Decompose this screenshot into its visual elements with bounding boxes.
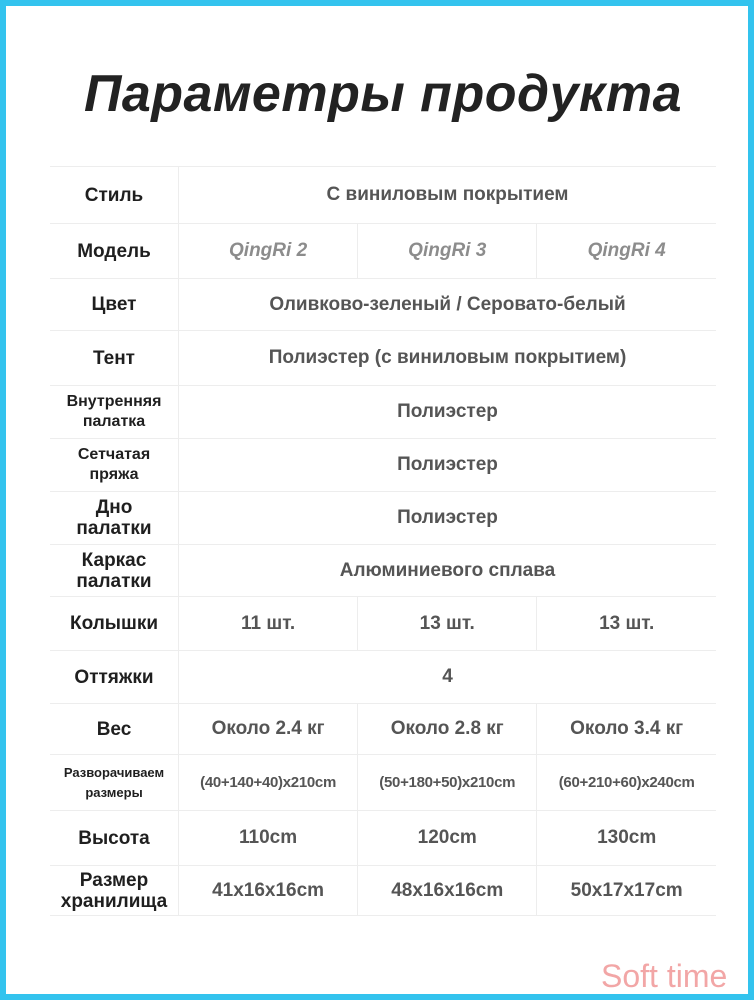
row-label-floor (50, 492, 179, 545)
row-label-height: Высота (50, 811, 179, 866)
table-row (50, 167, 716, 224)
table-row (50, 651, 716, 704)
model-qingri-3: QingRi 3 (358, 224, 537, 279)
guy-lines-value: 4 (179, 651, 717, 704)
table-row (50, 492, 716, 545)
table-row (50, 224, 716, 279)
weight-value-qingri-2: Около 2.4 кг (179, 704, 358, 755)
row-label-line: палатки (76, 518, 152, 539)
row-label-unfolded-size (50, 755, 179, 811)
table-row (50, 704, 716, 755)
row-label-line: размеры (85, 784, 143, 800)
pegs-value-qingri-2: 11 шт. (179, 597, 358, 651)
page-title: Параметры продукта (83, 65, 683, 123)
storage-size-qingri-2: 41x16x16cm (179, 866, 358, 916)
unfolded-size-qingri-2: (40+140+40)x210cm (179, 755, 358, 811)
height-value-qingri-3: 120cm (358, 811, 537, 866)
row-label-line: хранилища (60, 890, 168, 912)
floor-value: Полиэстер (179, 492, 717, 545)
table-row (50, 545, 716, 597)
row-label-storage-size (50, 866, 179, 916)
model-qingri-4: QingRi 4 (537, 224, 716, 279)
height-value-qingri-4: 130cm (537, 811, 716, 866)
row-label-line: палатка (82, 413, 146, 430)
row-label-line: Размер (79, 869, 149, 891)
frame-value: Алюминиевого сплава (179, 545, 717, 597)
table-row (50, 386, 716, 439)
specs-table (50, 166, 716, 916)
storage-size-qingri-3: 48x16x16cm (358, 866, 537, 916)
row-label-inner-tent (50, 386, 179, 439)
style-value: С виниловым покрытием (179, 167, 717, 224)
row-label-line: пряжа (89, 466, 139, 483)
tent-value: Полиэстер (с виниловым покрытием) (179, 331, 717, 386)
table-row (50, 597, 716, 651)
pegs-value-qingri-4: 13 шт. (537, 597, 716, 651)
row-label-line: Внутренняя (66, 393, 162, 410)
table-row (50, 439, 716, 492)
pegs-value-qingri-3: 13 шт. (358, 597, 537, 651)
row-label-guy-lines: Оттяжки (50, 651, 179, 704)
storage-size-qingri-4: 50x17x17cm (537, 866, 716, 916)
color-value: Оливково-зеленый / Серовато-белый (179, 279, 717, 331)
row-label-pegs: Колышки (50, 597, 179, 651)
row-label-model: Модель (50, 224, 179, 279)
weight-value-qingri-4: Около 3.4 кг (537, 704, 716, 755)
mesh-value: Полиэстер (179, 439, 717, 492)
row-label-line: палатки (76, 570, 152, 592)
row-label-line: Каркас (81, 549, 147, 571)
weight-value-qingri-3: Около 2.8 кг (358, 704, 537, 755)
row-label-weight: Вес (50, 704, 179, 755)
table-row (50, 279, 716, 331)
table-row (50, 866, 716, 916)
row-label-frame (50, 545, 179, 597)
unfolded-size-qingri-4: (60+210+60)x240cm (537, 755, 716, 811)
inner-tent-value: Полиэстер (179, 386, 717, 439)
row-label-line: Дно (95, 497, 133, 518)
table-row (50, 811, 716, 866)
unfolded-size-qingri-3: (50+180+50)x210cm (358, 755, 537, 811)
row-label-mesh (50, 439, 179, 492)
row-label-tent: Тент (50, 331, 179, 386)
height-value-qingri-2: 110cm (179, 811, 358, 866)
table-row (50, 755, 716, 811)
table-row (50, 331, 716, 386)
watermark-text: Soft time (601, 958, 728, 994)
model-qingri-2: QingRi 2 (179, 224, 358, 279)
row-label-color: Цвет (50, 279, 179, 331)
row-label-line: Сетчатая (77, 446, 151, 463)
row-label-style: Стиль (50, 167, 179, 224)
row-label-line: Разворачиваем (63, 764, 165, 780)
